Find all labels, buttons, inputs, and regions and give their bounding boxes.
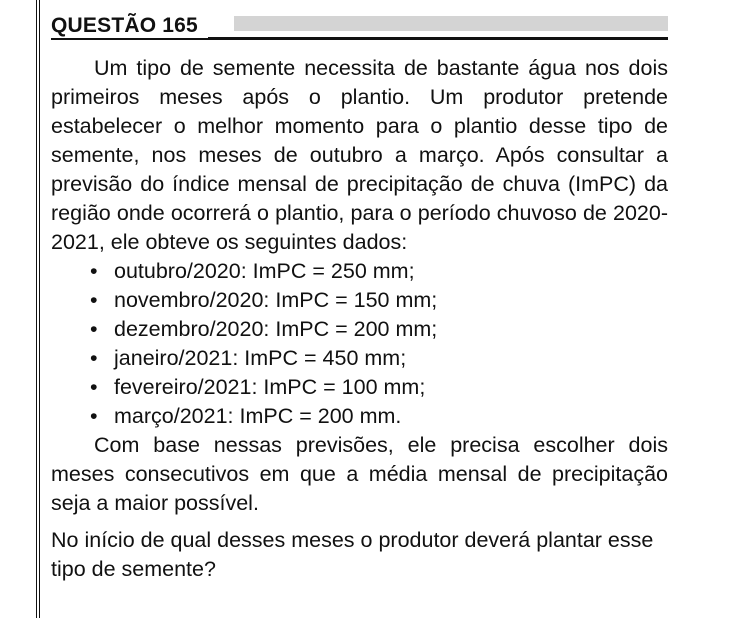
question-title: QUESTÃO 165 — [51, 14, 208, 38]
list-item — [90, 344, 668, 373]
question-header — [51, 12, 668, 38]
question-body — [51, 54, 668, 584]
list-item — [90, 402, 668, 431]
question-block — [51, 12, 668, 584]
bullet-icon: • — [90, 288, 98, 312]
bullet-icon: • — [90, 259, 98, 283]
rainfall-list — [51, 257, 668, 431]
header-gray-bar — [234, 16, 668, 31]
followup-paragraph: Com base nessas previsões, ele precisa escolher dois meses consecutivos em que a média mensal de precipitação seja a maior possível. — [51, 433, 668, 515]
page-left-border — [36, 0, 40, 618]
list-item-text: janeiro/2021: ImPC = 450 mm; — [114, 346, 407, 370]
question-prompt: No início de qual desses meses o produtor deverá plantar esse tipo de semente? — [51, 528, 654, 581]
list-item — [90, 257, 668, 286]
bullet-icon: • — [90, 346, 98, 370]
bullet-icon: • — [90, 404, 98, 428]
bullet-icon: • — [90, 375, 98, 399]
list-item-text: dezembro/2020: ImPC = 200 mm; — [114, 317, 438, 341]
list-item — [90, 373, 668, 402]
list-item-text: novembro/2020: ImPC = 150 mm; — [114, 288, 438, 312]
bullet-icon: • — [90, 317, 98, 341]
list-item-text: outubro/2020: ImPC = 250 mm; — [114, 259, 415, 283]
list-item-text: fevereiro/2021: ImPC = 100 mm; — [114, 375, 426, 399]
intro-paragraph: Um tipo de semente necessita de bastante água nos dois primeiros meses após o plantio. Um produtor pretende estabelecer o melhor momento para o plantio desse tipo de semente, nos meses de outubro a março. Após consultar a previsão do índice mensal de precipitação de chuva (ImPC) da região onde ocorrerá o plantio, para o período chuvoso de 2020-2021, ele obteve os seguintes dados: — [51, 56, 668, 254]
list-item — [90, 286, 668, 315]
list-item-text: março/2021: ImPC = 200 mm. — [114, 404, 402, 428]
list-item — [90, 315, 668, 344]
